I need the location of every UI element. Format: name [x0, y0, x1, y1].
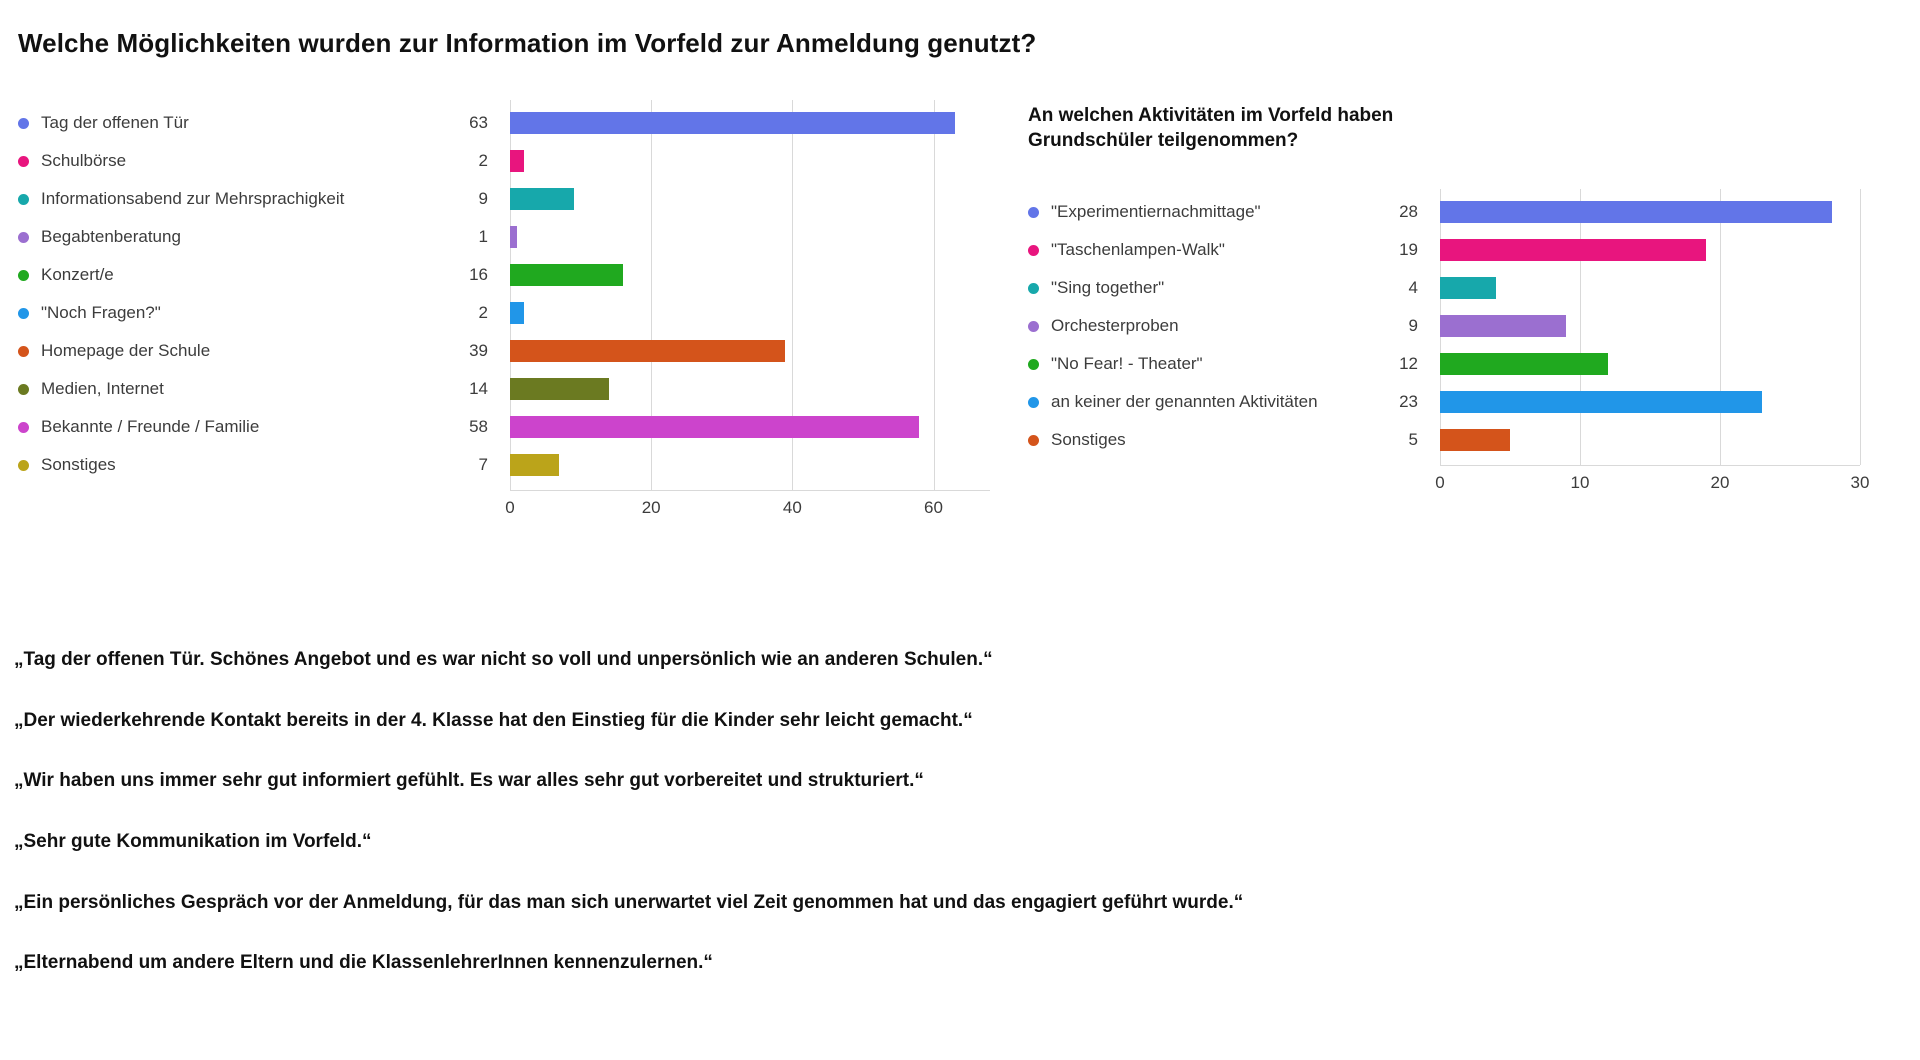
chart-info-vorfeld: [18, 100, 1028, 560]
legend-item-label: Sonstiges: [41, 455, 116, 474]
bar[interactable]: [510, 454, 559, 476]
legend-color-dot-icon: [18, 346, 29, 357]
legend-item[interactable]: [1028, 345, 1358, 383]
chart-plot-area: [505, 100, 990, 560]
bar[interactable]: [510, 264, 623, 286]
legend-item[interactable]: [18, 446, 418, 484]
quote-item: „Ein persönliches Gespräch vor der Anmeldung, für das man sich unerwartet viel Zeit genommen hat und das engagiert geführt wurde.“: [14, 891, 1244, 913]
legend-item[interactable]: [1028, 383, 1358, 421]
legend-item-label: Konzert/e: [41, 265, 114, 284]
bar[interactable]: [1440, 239, 1706, 261]
legend-item[interactable]: [18, 256, 418, 294]
chart-value-labels: [1358, 189, 1418, 459]
bar[interactable]: [510, 416, 919, 438]
legend-color-dot-icon: [18, 156, 29, 167]
legend-item-label: Medien, Internet: [41, 379, 164, 398]
bar[interactable]: [1440, 315, 1566, 337]
axis-line: [1440, 465, 1860, 466]
bar-row: [510, 180, 990, 218]
legend-color-dot-icon: [18, 118, 29, 129]
legend-item[interactable]: [1028, 307, 1358, 345]
chart-body: [18, 100, 1028, 560]
legend-color-dot-icon: [18, 270, 29, 281]
data-value-label: 9: [478, 189, 488, 208]
legend-item-label: "No Fear! - Theater": [1051, 354, 1203, 374]
legend-item[interactable]: [1028, 269, 1358, 307]
chart-plot-area: [1435, 189, 1870, 517]
bar[interactable]: [510, 302, 524, 324]
data-value-label: 7: [478, 455, 488, 474]
bar-row: [1440, 383, 1860, 421]
bar-row: [510, 256, 990, 294]
legend-color-dot-icon: [1028, 435, 1039, 446]
bar[interactable]: [1440, 429, 1510, 451]
legend-item[interactable]: [18, 370, 418, 408]
quote-item: „Tag der offenen Tür. Schönes Angebot und es war nicht so voll und unpersönlich wie an anderen Schulen.“: [14, 649, 993, 670]
legend-color-dot-icon: [1028, 283, 1039, 294]
quote-item: „Wir haben uns immer sehr gut informiert gefühlt. Es war alles sehr gut vorbereitet und strukturiert.“: [14, 770, 924, 792]
chart-title: An welchen Aktivitäten im Vorfeld haben Grundschüler teilgenommen?: [1028, 105, 1394, 152]
legend-color-dot-icon: [18, 232, 29, 243]
legend-item[interactable]: [18, 218, 418, 256]
bar-row: [1440, 307, 1860, 345]
bar[interactable]: [1440, 391, 1762, 413]
legend-item[interactable]: [18, 104, 418, 142]
gridline: [1860, 189, 1861, 465]
bar[interactable]: [510, 226, 517, 248]
bar-row: [1440, 193, 1860, 231]
legend-color-dot-icon: [1028, 207, 1039, 218]
data-value-label: 19: [1399, 240, 1418, 260]
legend-item-label: Schulbörse: [41, 151, 127, 170]
chart-body: [1028, 189, 1908, 517]
bar-row: [510, 142, 990, 180]
axis-tick-label: 10: [1570, 473, 1590, 493]
legend-color-dot-icon: [18, 308, 29, 319]
bar-row: [1440, 231, 1860, 269]
legend-color-dot-icon: [18, 422, 29, 433]
quote-list: [14, 648, 1874, 1012]
chart-legend: [1028, 189, 1358, 459]
data-value-label: 39: [469, 341, 488, 360]
legend-item-label: "Sing together": [1051, 278, 1165, 298]
legend-item[interactable]: [1028, 193, 1358, 231]
bar-row: [510, 332, 990, 370]
axis-tick-label: 60: [924, 498, 943, 517]
legend-color-dot-icon: [1028, 397, 1039, 408]
legend-item-label: "Experimentiernachmittage": [1051, 202, 1261, 222]
legend-item[interactable]: [18, 180, 418, 218]
data-value-label: 2: [478, 303, 488, 322]
legend-color-dot-icon: [1028, 245, 1039, 256]
bar-row: [510, 294, 990, 332]
page-title: Welche Möglichkeiten wurden zur Information im Vorfeld zur Anmeldung genutzt?: [18, 28, 1037, 58]
legend-color-dot-icon: [1028, 359, 1039, 370]
bar-row: [510, 218, 990, 256]
bar[interactable]: [510, 112, 955, 134]
chart-value-labels: [418, 100, 488, 484]
data-value-label: 16: [469, 265, 488, 284]
data-value-label: 63: [469, 113, 488, 132]
quote-item: „Elternabend um andere Eltern und die KlassenlehrerInnen kennenzulernen.“: [14, 952, 713, 974]
chart-aktivitaeten-vorfeld: [1028, 103, 1908, 517]
axis-tick-label: 20: [641, 498, 661, 517]
bar[interactable]: [510, 188, 574, 210]
quote-item: „Der wiederkehrende Kontakt bereits in der 4. Klasse hat den Einstieg für die Kinder sehr leicht gemacht.“: [14, 709, 973, 731]
legend-color-dot-icon: [18, 460, 29, 471]
bar-row: [510, 104, 990, 142]
bar-row: [1440, 421, 1860, 459]
bar[interactable]: [1440, 277, 1496, 299]
data-value-label: 1: [478, 227, 488, 246]
legend-item[interactable]: [1028, 421, 1358, 459]
legend-color-dot-icon: [18, 194, 29, 205]
legend-item-label: Homepage der Schule: [41, 341, 211, 360]
legend-item-label: "Noch Fragen?": [41, 303, 161, 322]
data-value-label: 23: [1399, 392, 1418, 412]
legend-item-label: Tag der offenen Tür: [41, 113, 189, 132]
legend-item[interactable]: [18, 332, 418, 370]
chart-legend: [18, 100, 418, 484]
data-value-label: 4: [1408, 278, 1418, 298]
data-value-label: 2: [478, 151, 488, 170]
legend-item[interactable]: [18, 142, 418, 180]
bar-row: [510, 370, 990, 408]
bar-row: [510, 446, 990, 484]
axis-line: [510, 490, 990, 491]
bar-row: [1440, 269, 1860, 307]
quote-item: „Sehr gute Kommunikation im Vorfeld.“: [14, 831, 372, 853]
data-value-label: 28: [1399, 202, 1418, 222]
legend-item[interactable]: [18, 294, 418, 332]
data-value-label: 12: [1399, 354, 1418, 374]
bar-row: [1440, 345, 1860, 383]
axis-tick-label: 40: [782, 498, 802, 517]
axis-tick-label: 20: [1710, 473, 1730, 493]
axis-tick-label: 0: [505, 498, 515, 517]
legend-item-label: Sonstiges: [1051, 430, 1126, 450]
legend-item-label: an keiner der genannten Aktivitäten: [1051, 392, 1318, 412]
legend-item-label: Begabtenberatung: [41, 227, 181, 246]
data-value-label: 5: [1408, 430, 1418, 450]
axis-tick-label: 0: [1435, 473, 1445, 493]
legend-color-dot-icon: [1028, 321, 1039, 332]
legend-color-dot-icon: [18, 384, 29, 395]
bar[interactable]: [510, 150, 524, 172]
data-value-label: 58: [469, 417, 488, 436]
legend-item[interactable]: [18, 408, 418, 446]
bar[interactable]: [510, 378, 609, 400]
data-value-label: 9: [1408, 316, 1418, 336]
bar[interactable]: [1440, 353, 1608, 375]
legend-item-label: Orchesterproben: [1051, 316, 1179, 336]
legend-item-label: Informationsabend zur Mehrsprachigkeit: [41, 189, 345, 208]
bar-row: [510, 408, 990, 446]
legend-item-label: Bekannte / Freunde / Familie: [41, 417, 260, 436]
legend-item[interactable]: [1028, 231, 1358, 269]
axis-tick-label: 30: [1850, 473, 1870, 493]
bar[interactable]: [510, 340, 785, 362]
data-value-label: 14: [469, 379, 488, 398]
legend-item-label: "Taschenlampen-Walk": [1051, 240, 1225, 260]
bar[interactable]: [1440, 201, 1832, 223]
